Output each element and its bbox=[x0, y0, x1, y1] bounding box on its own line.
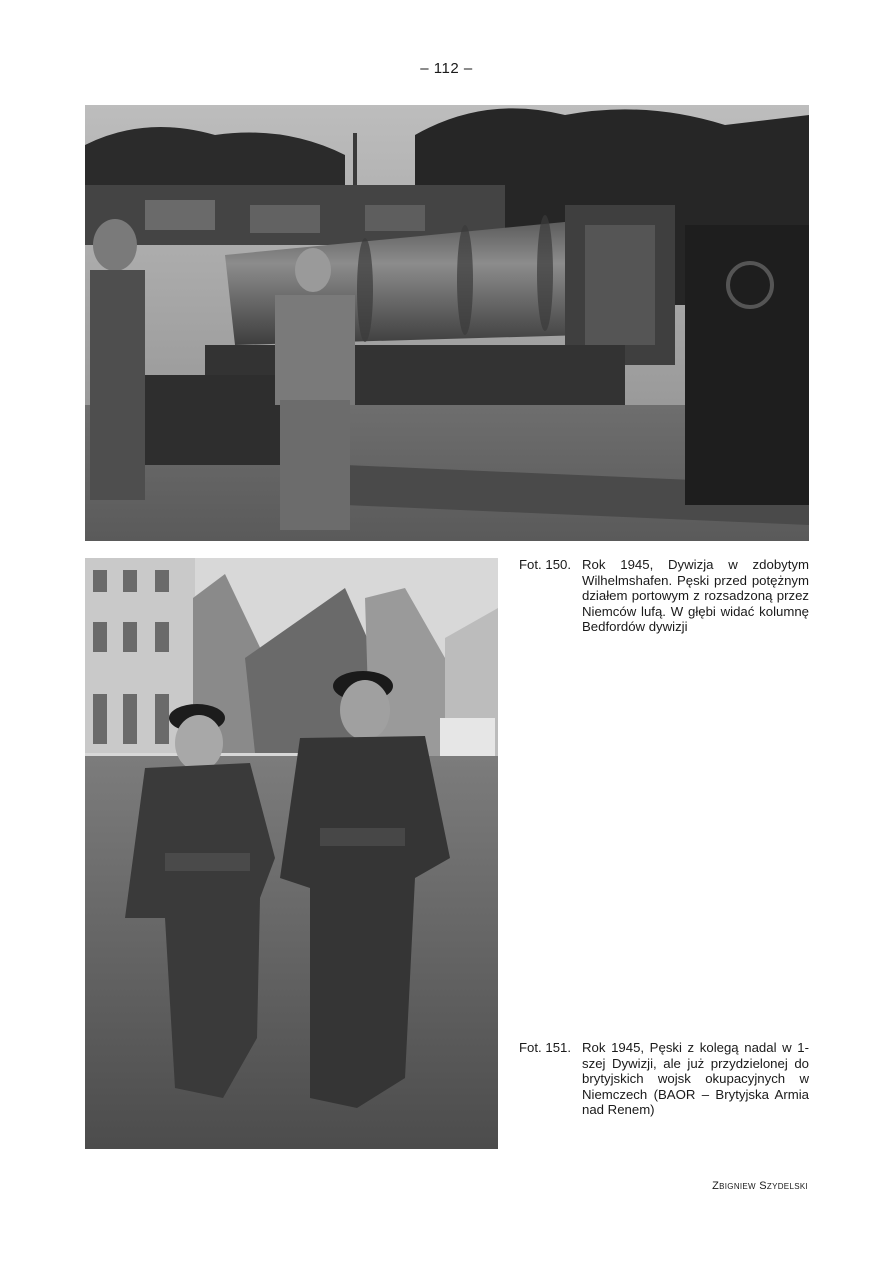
author-name: Zbigniew Szydelski bbox=[712, 1180, 808, 1192]
page-number: – 112 – bbox=[420, 60, 473, 77]
photo-gun-wilhelmshafen bbox=[85, 105, 809, 541]
caption-label: Fot. 150. bbox=[519, 557, 572, 572]
caption-fot-151 bbox=[519, 1040, 809, 1118]
caption-label: Fot. 151. bbox=[519, 1040, 572, 1055]
photo-two-soldiers bbox=[85, 558, 498, 1149]
caption-text: Rok 1945, Dywizja w zdobytym Wilhelmshafen. Pęski przed potężnym działem portowym z rozsadzoną przez Niemców lufą. W głębi widać kolumnę Bedfordów dywizji bbox=[582, 557, 809, 635]
caption-text: Rok 1945, Pęski z kolegą nadal w 1-szej Dywizji, ale już przydzielonej do brytyjskich wojsk okupacyjnych w Niemczech (BAOR – Brytyjska Armia nad Renem) bbox=[582, 1040, 809, 1118]
caption-fot-150 bbox=[519, 557, 809, 635]
